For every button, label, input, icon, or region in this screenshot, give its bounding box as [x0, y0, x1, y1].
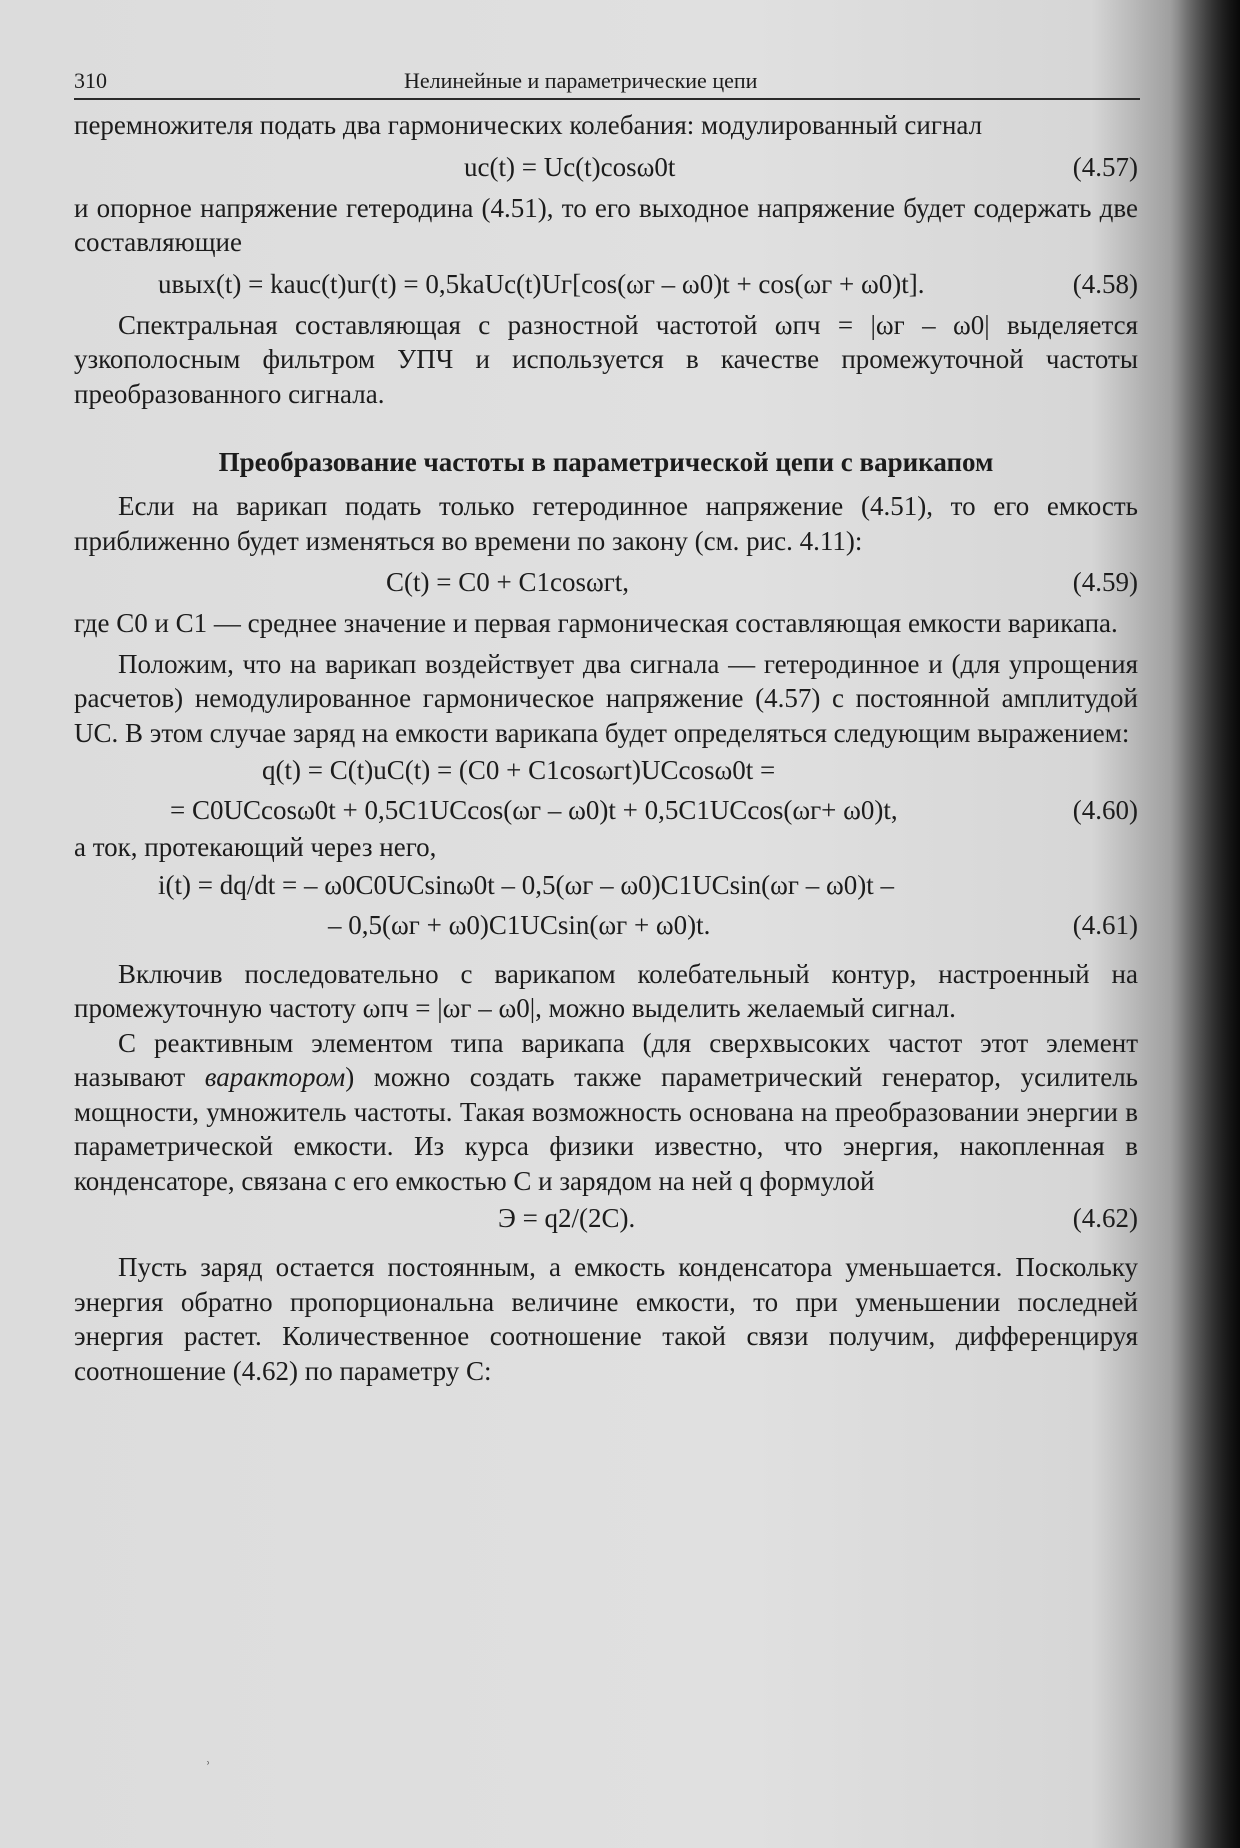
- equation-formula: uвых(t) = kauc(t)uг(t) = 0,5kaUc(t)Uг[cos(ωг – ω0)t + cos(ωг + ω0)t].: [158, 268, 925, 299]
- paragraph-5: где C0 и C1 — среднее значение и первая гармоническая составляющая емкости варикапа.: [74, 608, 1118, 638]
- paragraph-7: а ток, протекающий через него,: [74, 832, 437, 862]
- equation-number: (4.62): [1072, 1203, 1138, 1233]
- equation-4-61-line-2: [74, 905, 1138, 945]
- equation-4-62: [74, 1198, 1138, 1238]
- equation-4-58: [74, 260, 1138, 308]
- bottom-mark: ʾ: [205, 1758, 211, 1778]
- paragraph-9-start: С реактивным элементом типа варикапа (для сверхвысоких частот этот элемент называют: [74, 1027, 1138, 1092]
- paragraph-9-end: ) можно создать также параметрический генератор, усилитель мощности, умножитель частоты. Такая возможность основана на преобразовании энергии в параметрической емкости. Из курса физики известно, что энергия, накопленная в конденсаторе, связана с его емкостью C и зарядом на ней q формулой: [74, 1062, 1138, 1196]
- equation-4-57: [74, 143, 1138, 191]
- equation-4-59: [74, 558, 1138, 606]
- paragraph-8: Включив последовательно с варикапом колебательный контур, настроенный на промежуточную частоту ωпч = |ωг – ω0|, можно выделить желаемый сигнал.: [74, 958, 1138, 1023]
- equation-4-61-line-1: [74, 865, 1138, 905]
- section-title: Преобразование частоты в параметрической цепи с варикапом: [218, 447, 994, 477]
- equation-number: (4.60): [1072, 795, 1138, 825]
- paragraph-9: [74, 1026, 1138, 1199]
- paragraph-10: Пусть заряд остается постоянным, а емкость конденсатора уменьшается. Поскольку энергия обратно пропорциональна величине емкости, то при уменьшении последней энергия растет. Количественное соотношение такой связи получим, дифференцируя соотношение (4.62) по параметру C:: [74, 1252, 1138, 1386]
- equation-number: (4.58): [1072, 268, 1138, 299]
- equation-number: (4.59): [1072, 567, 1138, 597]
- page-header: [74, 64, 1140, 100]
- equation-formula: = C0UCcosω0t + 0,5C1UCcos(ωг – ω0)t + 0,5C1UCcos(ωг+ ω0)t,: [170, 795, 898, 825]
- equation-formula: uc(t) = Uc(t)cosω0t: [464, 151, 676, 182]
- paragraph-3: Спектральная составляющая с разностной частотой ωпч = |ωг – ω0| выделяется узкополосным фильтром УПЧ и используется в качестве промежуточной частоты преобразованного сигнала.: [74, 309, 1138, 409]
- equation-formula: C(t) = C0 + C1cosωгt,: [386, 567, 630, 597]
- equation-formula: q(t) = C(t)uC(t) = (C0 + C1cosωгt)UCcosω0t =: [262, 755, 776, 785]
- equation-4-60-line-1: [74, 750, 1138, 790]
- equation-formula: i(t) = dq/dt = – ω0C0UCsinω0t – 0,5(ωг – ω0)C1UCsin(ωг – ω0)t –: [158, 869, 894, 900]
- equation-formula: – 0,5(ωг + ω0)C1UCsin(ωг + ω0)t.: [328, 909, 711, 940]
- italic-term: варактором: [204, 1062, 346, 1092]
- paragraph-4: Если на варикап подать только гетеродинное напряжение (4.51), то его емкость приближенно будет изменяться во времени по закону (см. рис. 4.11):: [74, 491, 1138, 556]
- page-number: 310: [74, 68, 107, 93]
- spine-shadow: [1170, 0, 1240, 1848]
- page-content: [74, 108, 1138, 1388]
- running-title: Нелинейные и параметрические цепи: [404, 68, 758, 93]
- paragraph-1: перемножителя подать два гармонических колебания: модулированный сигнал: [74, 110, 983, 140]
- equation-number: (4.57): [1072, 151, 1138, 182]
- paragraph-2: и опорное напряжение гетеродина (4.51), то его выходное напряжение будет содержать две составляющие: [74, 192, 1138, 257]
- paragraph-6: Положим, что на варикап воздействует два сигнала — гетеродинное и (для упрощения расчетов) немодулированное гармоническое напряжение (4.57) с постоянной амплитудой UC. В этом случае заряд на емкости варикапа будет определяться следующим выражением:: [74, 648, 1138, 748]
- equation-4-60-line-2: [74, 790, 1138, 830]
- equation-formula: Э = q2/(2C).: [498, 1203, 636, 1233]
- equation-number: (4.61): [1072, 909, 1138, 940]
